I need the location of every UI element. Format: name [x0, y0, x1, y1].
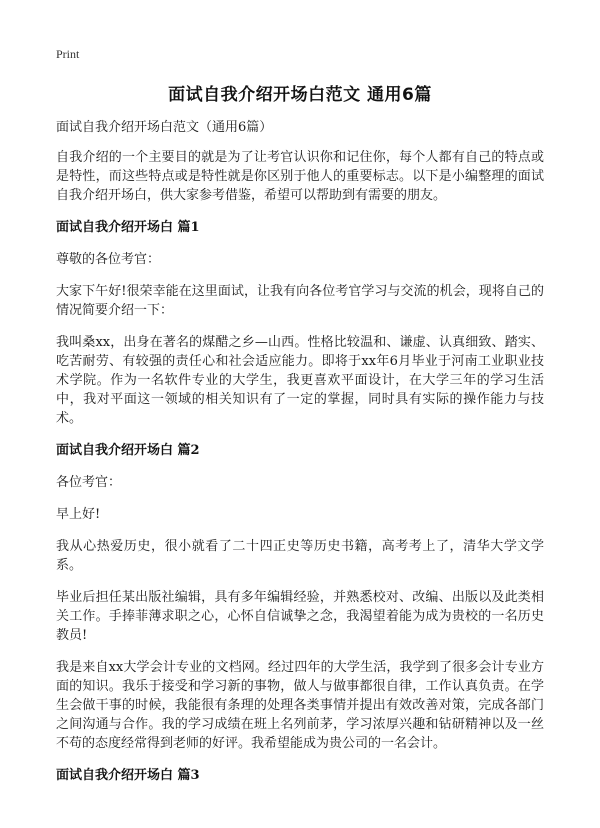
article-body: [56, 118, 544, 798]
page-title: 面试自我介绍开场白范文 通用6篇: [168, 85, 432, 105]
paragraph: 我是来自xx大学会计专业的文档网。经过四年的大学生活，我学到了很多会计专业方面的知识。我乐于接受和学习新的事物，做人与做事都很自律，工作认真负责。在学生会做干事的时候，我能很有条理的处理各类事情并提出有效改善对策，完成各部门之间沟通与合作。我的学习成绩在班上名列前茅，学习浓厚兴趣和钻研精神以及一丝不苟的态度经常得到老师的好评。我希望能成为贵公司的一名会计。: [56, 660, 544, 751]
intro-paragraph: 自我介绍的一个主要目的就是为了让考官认识你和记住你，每个人都有自己的特点或是特性，而这些特点或是特性就是你区别于他人的重要标志。以下是小编整理的面试自我介绍开场白，供大家参考借鉴，希望可以帮助到有需要的朋友。: [56, 150, 544, 203]
paragraph: 毕业后担任某出版社编辑，具有多年编辑经验，并熟悉校对、改编、出版以及此类相关工作。手捧菲薄求职之心，心怀自信诚挚之念，我渴望着能为成为贵校的一名历史教员!: [56, 590, 544, 643]
paragraph: 我叫桑xx，出身在著名的煤醋之乡—山西。性格比较温和、谦虚、认真细致、踏实、吃苦耐劳、有较强的责任心和社会适应能力。即将于xx年6月毕业于河南工业职业技术学院。作为一名软件专业的大学生，我更喜欢平面设计，在大学三年的学习生活中，我对平面这一领域的相关知识有了一定的掌握，同时具有实际的操作能力与技术。: [56, 335, 544, 426]
paragraph: 早上好!: [56, 507, 101, 522]
print-link[interactable]: Print: [56, 47, 80, 61]
paragraph: 我从心热爱历史，很小就看了二十四正史等历史书籍，高考考上了，清华大学文学系。: [56, 539, 544, 573]
section-heading-1: 面试自我介绍开场白 篇1: [56, 220, 200, 235]
article-subtitle: 面试自我介绍开场白范文（通用6篇）: [56, 120, 273, 135]
section-heading-2: 面试自我介绍开场白 篇2: [56, 443, 200, 458]
paragraph: 尊敬的各位考官：: [56, 252, 161, 267]
paragraph: 各位考官：: [56, 475, 122, 490]
section-heading-3: 面试自我介绍开场白 篇3: [56, 768, 200, 783]
paragraph: 大家下午好!很荣幸能在这里面试，让我有向各位考官学习与交流的机会，现将自己的情况简要介绍一下：: [56, 284, 544, 318]
